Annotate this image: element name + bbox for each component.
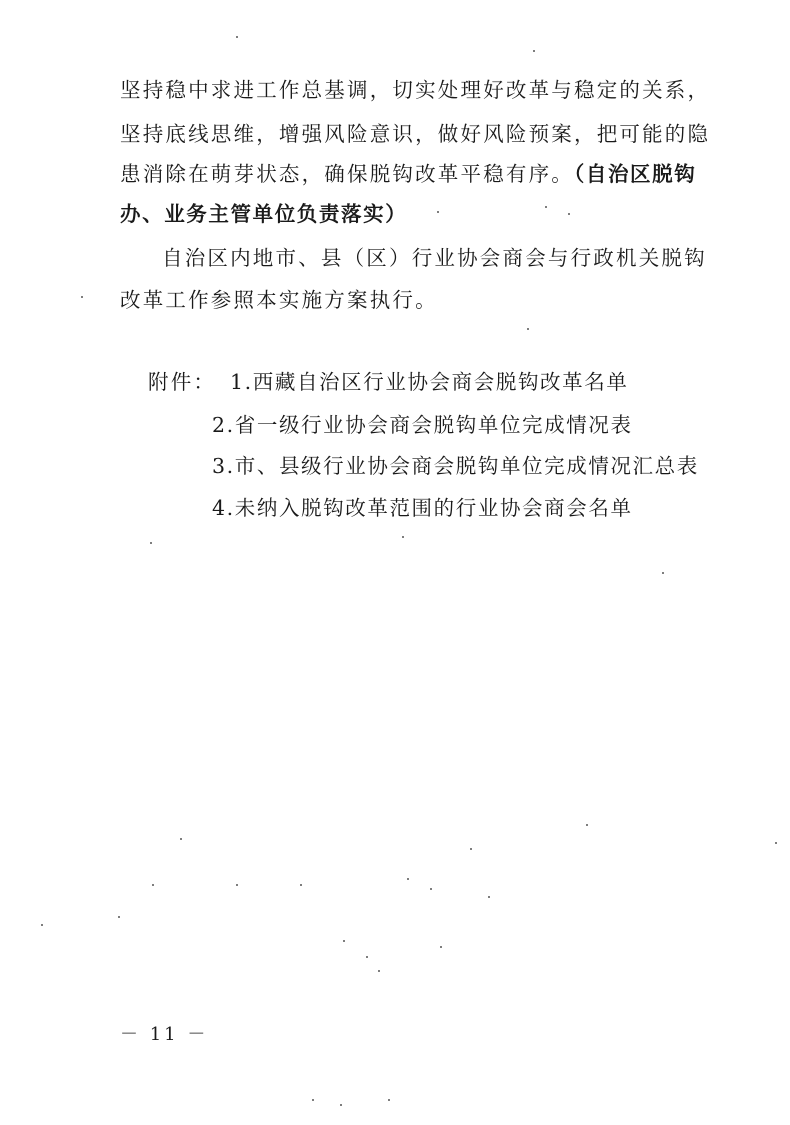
attachment-item-1: 1.西藏自治区行业协会商会脱钩改革名单 [230, 370, 629, 394]
scan-speck [437, 211, 439, 213]
scan-speck [41, 924, 43, 926]
scan-speck [118, 916, 120, 918]
scan-speck [775, 842, 777, 844]
scan-speck [568, 213, 570, 215]
scan-speck [236, 884, 238, 886]
scan-speck [180, 838, 182, 840]
scan-speck [470, 848, 472, 850]
paragraph2-line2: 改革工作参照本实施方案执行。 [120, 288, 438, 312]
paragraph1-line1: 坚持稳中求进工作总基调，切实处理好改革与稳定的关系， [120, 78, 711, 102]
scan-speck [488, 896, 490, 898]
scan-speck [586, 824, 588, 826]
scan-speck [366, 956, 368, 958]
attachment-item-3: 3.市、县级行业协会商会脱钩单位完成情况汇总表 [212, 454, 699, 478]
attachment-item-4: 4.未纳入脱钩改革范围的行业协会商会名单 [212, 496, 633, 520]
scan-speck [343, 940, 345, 942]
responsible-note-end: 办、业务主管单位负责落实） [120, 202, 408, 226]
attachments-label: 附件： [148, 370, 217, 394]
scan-speck [440, 946, 442, 948]
paragraph1-line2: 坚持底线思维，增强风险意识，做好风险预案，把可能的隐 [120, 122, 711, 146]
scan-speck [545, 206, 547, 208]
paragraph1-line3 [120, 160, 696, 188]
scan-speck [236, 36, 238, 38]
responsible-note-start: （自治区脱钩 [574, 162, 697, 186]
scan-speck [402, 536, 404, 538]
scan-speck [533, 50, 535, 52]
scan-speck [340, 1104, 342, 1106]
scan-speck [407, 878, 409, 880]
attachment-item-2: 2.省一级行业协会商会脱钩单位完成情况表 [212, 413, 633, 437]
paragraph2-line1: 自治区内地市、县（区）行业协会商会与行政机关脱钩 [162, 246, 707, 270]
scan-speck [152, 884, 154, 886]
scan-speck [300, 884, 302, 886]
scan-speck [430, 888, 432, 890]
scan-speck [378, 970, 380, 972]
page-number: － 11 － [120, 1024, 209, 1045]
scan-speck [527, 328, 529, 330]
scan-speck [388, 1099, 390, 1101]
scan-speck [81, 296, 83, 298]
scan-speck [312, 1099, 314, 1101]
scan-speck [662, 572, 664, 574]
scan-speck [150, 542, 152, 544]
paragraph1-line3-text: 患消除在萌芽状态，确保脱钩改革平稳有序。 [120, 162, 574, 186]
